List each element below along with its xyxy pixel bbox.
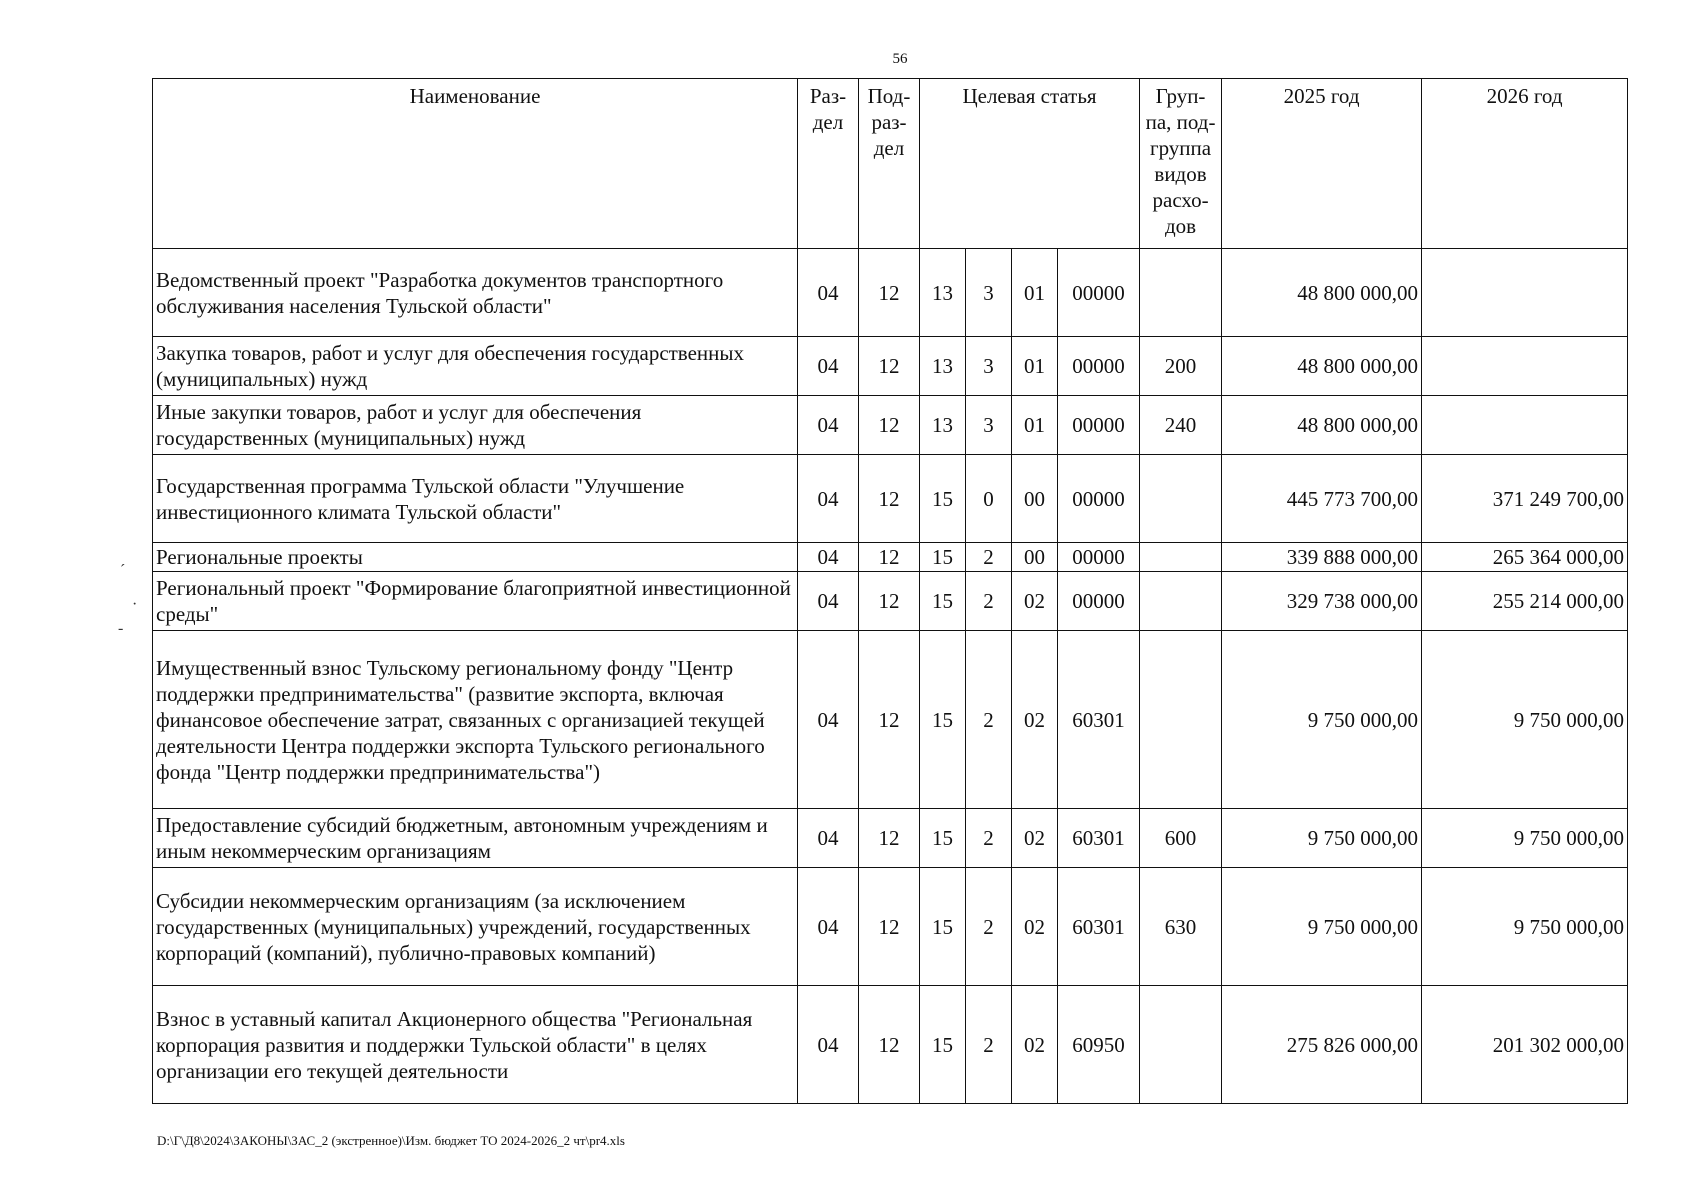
table-row — [153, 809, 1628, 868]
row-expense-group — [1140, 543, 1222, 572]
row-target-part-4: 00000 — [1058, 396, 1140, 455]
row-name: Взнос в уставный капитал Акционерного общества "Региональная корпорация развития и поддержки Тульской области" в целях организации его текущей деятельности — [153, 986, 798, 1104]
row-name: Региональный проект "Формирование благоприятной инвестиционной среды" — [153, 572, 798, 631]
header-target-article: Целевая статья — [920, 79, 1140, 249]
row-amount-2025: 48 800 000,00 — [1222, 396, 1422, 455]
header-expense-group: Груп- па, под- группа видов расхо- дов — [1140, 79, 1222, 249]
row-target-part-3: 02 — [1012, 986, 1058, 1104]
row-section: 04 — [798, 396, 859, 455]
row-section: 04 — [798, 986, 859, 1104]
row-target-part-2: 3 — [966, 396, 1012, 455]
row-target-part-3: 00 — [1012, 543, 1058, 572]
row-target-part-2: 2 — [966, 986, 1012, 1104]
row-target-part-2: 0 — [966, 455, 1012, 543]
scan-mark: - — [118, 620, 124, 637]
row-target-part-3: 02 — [1012, 809, 1058, 868]
table-row — [153, 337, 1628, 396]
row-target-part-1: 15 — [920, 572, 966, 631]
table-row — [153, 543, 1628, 572]
row-target-part-4: 00000 — [1058, 543, 1140, 572]
row-target-part-4: 60950 — [1058, 986, 1140, 1104]
row-amount-2026: 9 750 000,00 — [1422, 809, 1628, 868]
table-row — [153, 986, 1628, 1104]
row-subsection: 12 — [859, 572, 920, 631]
header-subsection: Под- раз- дел — [859, 79, 920, 249]
row-amount-2025: 275 826 000,00 — [1222, 986, 1422, 1104]
header-year-2026: 2026 год — [1422, 79, 1628, 249]
row-target-part-1: 13 — [920, 396, 966, 455]
row-expense-group — [1140, 986, 1222, 1104]
row-section: 04 — [798, 543, 859, 572]
row-name: Государственная программа Тульской области "Улучшение инвестиционного климата Тульской области" — [153, 455, 798, 543]
row-target-part-2: 3 — [966, 249, 1012, 337]
row-name: Имущественный взнос Тульскому региональному фонду "Центр поддержки предпринимательства" (развитие экспорта, включая финансовое обеспечение затрат, связанных с организацией текущей деятельности Центра поддержки экспорта Тульского регионального фонда "Центр поддержки предпринимательства") — [153, 631, 798, 809]
row-name: Ведомственный проект "Разработка документов транспортного обслуживания населения Тульской области" — [153, 249, 798, 337]
row-target-part-4: 00000 — [1058, 249, 1140, 337]
row-amount-2025: 9 750 000,00 — [1222, 868, 1422, 986]
row-expense-group: 600 — [1140, 809, 1222, 868]
scan-mark: · — [132, 596, 138, 613]
table-row — [153, 396, 1628, 455]
row-section: 04 — [798, 631, 859, 809]
row-amount-2025: 9 750 000,00 — [1222, 631, 1422, 809]
row-amount-2025: 48 800 000,00 — [1222, 337, 1422, 396]
row-name: Иные закупки товаров, работ и услуг для обеспечения государственных (муниципальных) нужд — [153, 396, 798, 455]
row-target-part-2: 2 — [966, 572, 1012, 631]
row-target-part-1: 13 — [920, 337, 966, 396]
row-target-part-3: 01 — [1012, 337, 1058, 396]
row-amount-2025: 445 773 700,00 — [1222, 455, 1422, 543]
row-subsection: 12 — [859, 249, 920, 337]
row-expense-group: 630 — [1140, 868, 1222, 986]
row-target-part-1: 15 — [920, 986, 966, 1104]
row-target-part-3: 00 — [1012, 455, 1058, 543]
footer-file-path: D:\Г\Д8\2024\ЗАКОНЫ\ЗАС_2 (экстренное)\Изм. бюджет ТО 2024-2026_2 чт\pr4.xls — [157, 1133, 625, 1148]
table-header-row — [153, 79, 1628, 249]
row-subsection: 12 — [859, 337, 920, 396]
row-amount-2026: 9 750 000,00 — [1422, 868, 1628, 986]
row-subsection: 12 — [859, 631, 920, 809]
page-number: 56 — [892, 51, 908, 67]
row-section: 04 — [798, 868, 859, 986]
row-target-part-3: 02 — [1012, 631, 1058, 809]
row-target-part-3: 02 — [1012, 868, 1058, 986]
row-target-part-1: 15 — [920, 543, 966, 572]
row-target-part-4: 00000 — [1058, 455, 1140, 543]
row-section: 04 — [798, 337, 859, 396]
row-target-part-2: 2 — [966, 631, 1012, 809]
row-section: 04 — [798, 809, 859, 868]
row-amount-2026: 265 364 000,00 — [1422, 543, 1628, 572]
row-amount-2025: 329 738 000,00 — [1222, 572, 1422, 631]
row-name: Субсидии некоммерческим организациям (за исключением государственных (муниципальных) учреждений, государственных корпораций (компаний), публично-правовых компаний) — [153, 868, 798, 986]
row-amount-2026: 201 302 000,00 — [1422, 986, 1628, 1104]
row-target-part-1: 15 — [920, 809, 966, 868]
row-target-part-1: 15 — [920, 455, 966, 543]
row-subsection: 12 — [859, 986, 920, 1104]
row-expense-group: 240 — [1140, 396, 1222, 455]
row-expense-group — [1140, 631, 1222, 809]
row-target-part-4: 00000 — [1058, 572, 1140, 631]
row-amount-2026: 9 750 000,00 — [1422, 631, 1628, 809]
row-target-part-2: 2 — [966, 543, 1012, 572]
row-subsection: 12 — [859, 396, 920, 455]
row-target-part-2: 2 — [966, 868, 1012, 986]
header-name: Наименование — [153, 79, 798, 249]
row-section: 04 — [798, 249, 859, 337]
row-amount-2025: 339 888 000,00 — [1222, 543, 1422, 572]
row-target-part-3: 02 — [1012, 572, 1058, 631]
row-amount-2026 — [1422, 249, 1628, 337]
row-target-part-4: 60301 — [1058, 809, 1140, 868]
scan-mark: ˊ — [120, 562, 126, 579]
row-amount-2026: 255 214 000,00 — [1422, 572, 1628, 631]
table-row — [153, 572, 1628, 631]
row-name: Предоставление субсидий бюджетным, автономным учреждениям и иным некоммерческим организациям — [153, 809, 798, 868]
row-amount-2026 — [1422, 396, 1628, 455]
row-expense-group — [1140, 455, 1222, 543]
row-expense-group — [1140, 572, 1222, 631]
row-subsection: 12 — [859, 455, 920, 543]
row-target-part-2: 3 — [966, 337, 1012, 396]
row-target-part-3: 01 — [1012, 396, 1058, 455]
table-row — [153, 455, 1628, 543]
row-expense-group — [1140, 249, 1222, 337]
row-amount-2025: 9 750 000,00 — [1222, 809, 1422, 868]
row-target-part-1: 15 — [920, 868, 966, 986]
table-row — [153, 631, 1628, 809]
row-target-part-4: 00000 — [1058, 337, 1140, 396]
header-year-2025: 2025 год — [1222, 79, 1422, 249]
table-row — [153, 868, 1628, 986]
budget-table — [152, 78, 1628, 1104]
row-target-part-4: 60301 — [1058, 868, 1140, 986]
row-amount-2026 — [1422, 337, 1628, 396]
row-name: Закупка товаров, работ и услуг для обеспечения государственных (муниципальных) нужд — [153, 337, 798, 396]
row-amount-2025: 48 800 000,00 — [1222, 249, 1422, 337]
row-name: Региональные проекты — [153, 543, 798, 572]
row-section: 04 — [798, 455, 859, 543]
row-subsection: 12 — [859, 809, 920, 868]
row-target-part-1: 13 — [920, 249, 966, 337]
row-subsection: 12 — [859, 868, 920, 986]
table-row — [153, 249, 1628, 337]
row-expense-group: 200 — [1140, 337, 1222, 396]
row-target-part-4: 60301 — [1058, 631, 1140, 809]
row-target-part-3: 01 — [1012, 249, 1058, 337]
row-section: 04 — [798, 572, 859, 631]
row-target-part-2: 2 — [966, 809, 1012, 868]
row-subsection: 12 — [859, 543, 920, 572]
row-target-part-1: 15 — [920, 631, 966, 809]
row-amount-2026: 371 249 700,00 — [1422, 455, 1628, 543]
header-section: Раз- дел — [798, 79, 859, 249]
